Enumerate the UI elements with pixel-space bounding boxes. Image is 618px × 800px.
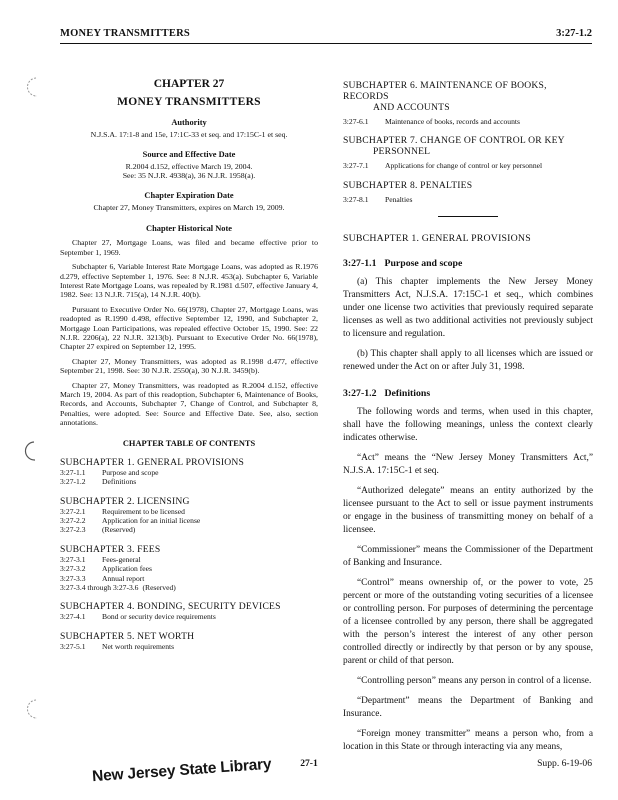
definition-paragraph: “Department” means the Department of Banking and Insurance.	[343, 696, 593, 720]
section-title: Definitions	[384, 388, 431, 400]
toc-entry-title: Bond or security device requirements	[102, 612, 216, 622]
toc-subchapter-title: SUBCHAPTER 6. MAINTENANCE OF BOOKS, RECORDS	[343, 80, 547, 102]
toc-entry[interactable]	[60, 507, 318, 516]
toc-subchapter-title: SUBCHAPTER 7. CHANGE OF CONTROL OR KEY	[343, 135, 565, 147]
toc-entry[interactable]	[60, 525, 318, 534]
toc-entry-title: Application for an initial license	[102, 515, 201, 525]
toc-heading: CHAPTER TABLE OF CONTENTS	[122, 438, 256, 448]
toc-entry[interactable]	[60, 583, 318, 592]
library-stamp: New Jersey State Library	[91, 755, 272, 786]
toc-entry-number: 3:27-2.1	[60, 506, 86, 516]
toc-entry-title: Penalties	[385, 194, 413, 204]
history-paragraph: Subchapter 6, Variable Interest Rate Mortgage Loans, was adopted as R.1976 d.279, effective September 1, 1976. See: 8 N.J.R. 453(a). Subchapter 6, Variable Interest Rate Mortgage Loans, was repealed by R.1981 d.507, effective January 4, 1982. See: 13 N.J.R. 715(a), 14 N.J.R. 40(b).	[60, 262, 318, 300]
toc-subchapter-title: SUBCHAPTER 5. NET WORTH	[60, 630, 195, 642]
definition-paragraph: “Act” means the “New Jersey Money Transmitters Act,” N.J.S.A. 17:15C-1 et seq.	[343, 453, 593, 477]
left-column	[60, 72, 318, 651]
toc-subchapter-title: SUBCHAPTER 2. LICENSING	[60, 495, 190, 507]
toc-entry[interactable]	[343, 195, 593, 204]
punch-hole-icon	[24, 76, 44, 98]
toc-entry-title: Maintenance of books, records and accounts	[385, 117, 520, 126]
history-paragraph: Chapter 27, Money Transmitters, was readopted as R.2004 d.152, effective March 19, 2004. As part of this readoption, Subchapter 6, Maintenance of Books, Records, and Accounts, Subchapter 7, Change of Control, and Subchapter 8, Penalties, were adopted. See: Source and Effective Date. See, also, section annotations.	[60, 380, 318, 428]
definition-paragraph: “Commissioner” means the Commissioner of the Department of Banking and Insurance.	[343, 545, 593, 569]
toc-entry-title: Application fees	[102, 564, 152, 574]
toc-subchapter-title: SUBCHAPTER 8. PENALTIES	[343, 179, 473, 191]
toc-entry-number: 3:27-2.3	[60, 525, 86, 535]
toc-entry-number: 3:27-3.4 through 3:27-3.6	[60, 582, 139, 592]
toc-entry[interactable]	[343, 161, 593, 170]
section-heading	[343, 258, 593, 269]
toc-subchapter	[60, 601, 318, 621]
source-heading: Source and Effective Date	[142, 149, 236, 159]
section-title: Purpose and scope	[384, 258, 463, 270]
toc-subchapter-title: SUBCHAPTER 1. GENERAL PROVISIONS	[60, 456, 245, 468]
toc-entry[interactable]	[60, 516, 318, 525]
toc-entry-title: Definitions	[102, 477, 137, 487]
toc-entry[interactable]	[60, 477, 318, 486]
expiration-heading: Chapter Expiration Date	[144, 190, 234, 200]
toc-entry[interactable]	[343, 117, 593, 126]
toc-entry-title: Purpose and scope	[102, 467, 159, 477]
chapter-number: CHAPTER 27	[153, 78, 225, 90]
section-separator	[438, 216, 498, 217]
running-header	[60, 28, 592, 44]
toc-entry[interactable]	[60, 468, 318, 477]
toc-entry-number: 3:27-3.3	[60, 573, 86, 583]
header-title: MONEY TRANSMITTERS	[60, 28, 190, 39]
toc-subchapter	[60, 457, 318, 487]
authority-heading: Authority	[171, 118, 207, 127]
toc-subchapter	[60, 496, 318, 535]
toc-entry-number: 3:27-1.2	[60, 477, 86, 487]
toc-entry[interactable]	[60, 574, 318, 583]
header-rule	[60, 43, 592, 44]
toc-entry-number: 3:27-3.1	[60, 554, 86, 564]
body-paragraph: The following words and terms, when used in this chapter, shall have the following meanings, unless the context clearly indicates otherwise.	[343, 407, 593, 444]
source-line: R.2004 d.152, effective March 19, 2004.	[125, 161, 253, 171]
body-paragraph: (a) This chapter implements the New Jersey Money Transmitters Act, N.J.S.A. 17:15C-1 et seq., which combines under one license two activities that previously required separate licenses as well as two additional activities not previously subject to licensure and regulation.	[343, 277, 593, 340]
toc-subchapter	[60, 631, 318, 651]
toc-subchapter-title-cont: PERSONNEL	[373, 146, 431, 158]
toc-entry[interactable]	[60, 555, 318, 564]
page-number: 27-1	[300, 758, 318, 769]
history-paragraph: Chapter 27, Money Transmitters, was adopted as R.1998 d.477, effective September 21, 1998. See: 30 N.J.R. 2550(a), 30 N.J.R. 3459(b).	[60, 356, 318, 376]
header-section: 3:27-1.2	[556, 28, 592, 39]
toc-entry-number: 3:27-5.1	[60, 641, 86, 651]
toc-subchapter-title: SUBCHAPTER 3. FEES	[60, 543, 161, 555]
toc-entry-number: 3:27-6.1	[343, 117, 369, 126]
toc-entry-number: 3:27-2.2	[60, 515, 86, 525]
toc-entry-number: 3:27-8.1	[343, 194, 369, 204]
right-column	[343, 80, 593, 754]
punch-hole-icon	[24, 698, 44, 720]
definition-paragraph: “Controlling person” means any person in control of a license.	[357, 676, 592, 687]
body-paragraph: (b) This chapter shall apply to all licenses which are issued or renewed under the Act on or after July 31, 1998.	[343, 349, 593, 373]
history-heading: Chapter Historical Note	[146, 224, 232, 234]
toc-entry-title: Net worth requirements	[102, 641, 175, 651]
history-paragraph: Chapter 27, Mortgage Loans, was filed and became effective prior to September 1, 1969.	[60, 238, 318, 257]
source-line: See: 35 N.J.R. 4938(a), 36 N.J.R. 1958(a).	[122, 171, 256, 181]
section-number: 3:27-1.2	[343, 388, 377, 400]
section-heading	[343, 388, 593, 399]
toc-subchapter-title: SUBCHAPTER 4. BONDING, SECURITY DEVICES	[60, 601, 281, 613]
toc-entry-title: Requirement to be licensed	[102, 506, 185, 516]
toc-entry-number: 3:27-1.1	[60, 467, 86, 477]
toc-subchapter-title-cont: AND ACCOUNTS	[373, 102, 450, 113]
chapter-title: MONEY TRANSMITTERS	[117, 96, 261, 108]
authority-text: N.J.S.A. 17:1-8 and 15e, 17:1C-33 et seq. and 17:15C-1 et seq.	[90, 130, 288, 139]
expiration-text: Chapter 27, Money Transmitters, expires on March 19, 2009.	[93, 202, 285, 212]
toc-entry-title: Annual report	[102, 573, 145, 583]
toc-entry-title: Fees-general	[102, 554, 141, 564]
section-number: 3:27-1.1	[343, 258, 377, 270]
subchapter-heading: SUBCHAPTER 1. GENERAL PROVISIONS	[343, 233, 531, 245]
toc-entry-title: (Reserved)	[142, 582, 176, 592]
toc-entry-title: (Reserved)	[102, 525, 136, 535]
history-paragraph: Pursuant to Executive Order No. 66(1978), Chapter 27, Mortgage Loans, was readopted as R.1990 d.498, effective September 12, 1990, and Subchapter 2, Mortgage Loan Participations, was repealed effective October 15, 1990. See: 22 N.J.R. 2206(a), 22 N.J.R. 3213(b). Pursuant to Executive Order No. 66(1978), Chapter 27 expired on September 12, 1995.	[60, 304, 318, 352]
toc-subchapter	[60, 544, 318, 593]
toc-entry-title: Applications for change of control or key personnel	[385, 161, 543, 171]
toc-entry-number: 3:27-4.1	[60, 612, 86, 622]
toc-entry-number: 3:27-3.2	[60, 564, 86, 574]
supplement-date: Supp. 6-19-06	[537, 758, 592, 769]
toc-entry[interactable]	[60, 612, 318, 621]
definition-paragraph: “Control” means ownership of, or the power to vote, 25 percent or more of the outstanding voting securities of a licensee or controlling person. For purposes of determining the percentage of a licensee controlled by any person, there shall be aggregated with the person’s interest the interest of any other person controlled directly or indirectly by that person or by any spouse, parent or child of that person.	[343, 578, 593, 667]
toc-entry[interactable]	[60, 564, 318, 573]
definition-paragraph: “Foreign money transmitter” means a person who, from a location in this State or through interacting via any means,	[343, 729, 593, 753]
toc-entry-number: 3:27-7.1	[343, 161, 369, 171]
definition-paragraph: “Authorized delegate” means an entity authorized by the licensee pursuant to the Act to sell or issue payment instruments or engage in the business of transmitting money on behalf of a licensee.	[343, 486, 593, 536]
toc-entry[interactable]	[60, 642, 318, 651]
punch-hole-icon	[24, 440, 44, 462]
